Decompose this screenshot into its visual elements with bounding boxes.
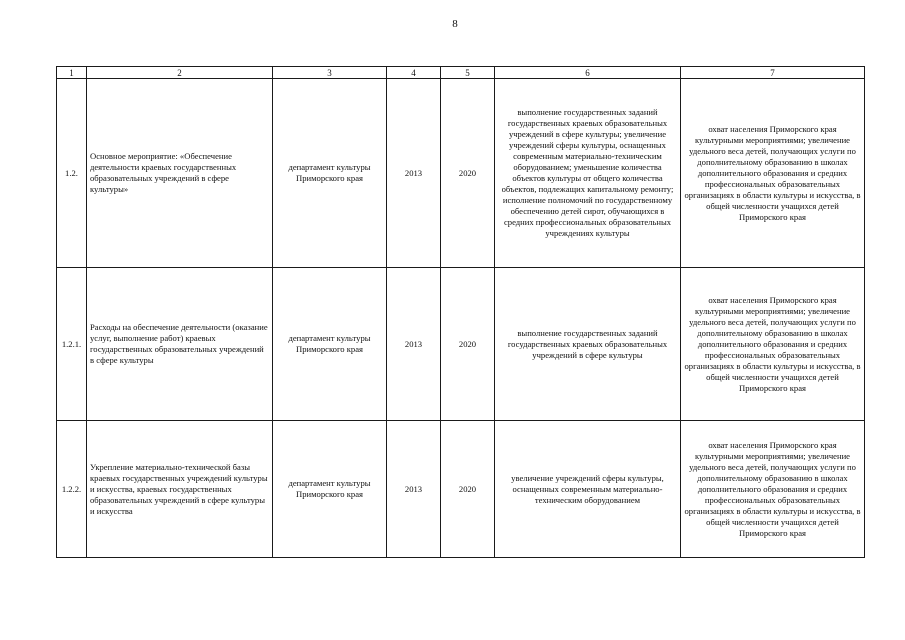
expected-result: выполнение государственных заданий государственных краевых образовательных учреждений в сфере культуры; увеличение учреждений сферы культуры, оснащенных современным материально-техническим оборудованием; уменьшение количества объектов культуры от общего количества объектов, подлежащих капитальному ремонту; исполнение полномочий по государственному обеспечению детей сирот, обучающихся в средних профессиональных образовательных учреждениях культуры: [495, 79, 681, 268]
table-header-row: [57, 67, 865, 79]
column-header: 6: [495, 67, 681, 79]
executor: департамент культуры Приморского края: [273, 268, 387, 421]
end-year: 2020: [441, 268, 495, 421]
column-header: 7: [681, 67, 865, 79]
start-year: 2013: [387, 79, 441, 268]
end-year: 2020: [441, 421, 495, 558]
activity-name: Расходы на обеспечение деятельности (оказание услуг, выполнение работ) краевых государственных образовательных учреждений в сфере культуры: [87, 268, 273, 421]
executor: департамент культуры Приморского края: [273, 79, 387, 268]
indicator-link: охват населения Приморского края культурными мероприятиями; увеличение удельного веса детей, получающих услуги по дополнительному образованию в школах дополнительного образования и средних профессиональных образовательных организациях в области культуры и искусства, в общей численности учащихся детей Приморского края: [681, 268, 865, 421]
start-year: 2013: [387, 268, 441, 421]
expected-result: выполнение государственных заданий государственных краевых образовательных учреждений в сфере культуры: [495, 268, 681, 421]
table-row: [57, 421, 865, 558]
start-year: 2013: [387, 421, 441, 558]
end-year: 2020: [441, 79, 495, 268]
indicator-link: охват населения Приморского края культурными мероприятиями; увеличение удельного веса детей, получающих услуги по дополнительному образованию в школах дополнительного образования и средних профессиональных образовательных организациях в области культуры и искусства, в общей численности учащихся детей Приморского края: [681, 79, 865, 268]
executor: департамент культуры Приморского края: [273, 421, 387, 558]
row-number: 1.2.2.: [57, 421, 87, 558]
indicator-link: охват населения Приморского края культурными мероприятиями; увеличение удельного веса детей, получающих услуги по дополнительному образованию в школах дополнительного образования и средних профессиональных образовательных организациях в области культуры и искусства, в общей численности учащихся детей Приморского края: [681, 421, 865, 558]
column-header: 5: [441, 67, 495, 79]
row-number: 1.2.1.: [57, 268, 87, 421]
program-activities-table: [56, 66, 865, 558]
row-number: 1.2.: [57, 79, 87, 268]
column-header: 1: [57, 67, 87, 79]
activity-name: Основное мероприятие: «Обеспечение деятельности краевых государственных образовательных учреждений в сфере культуры»: [87, 79, 273, 268]
column-header: 3: [273, 67, 387, 79]
page-number: 8: [452, 18, 458, 30]
activity-name: Укрепление материально-технической базы краевых государственных учреждений культуры и искусства, краевых государственных образовательных учреждений в сфере культуры и искусства: [87, 421, 273, 558]
column-header: 4: [387, 67, 441, 79]
column-header: 2: [87, 67, 273, 79]
table-row: [57, 79, 865, 268]
table-row: [57, 268, 865, 421]
expected-result: увеличение учреждений сферы культуры, оснащенных современным материально-техническим оборудованием: [495, 421, 681, 558]
